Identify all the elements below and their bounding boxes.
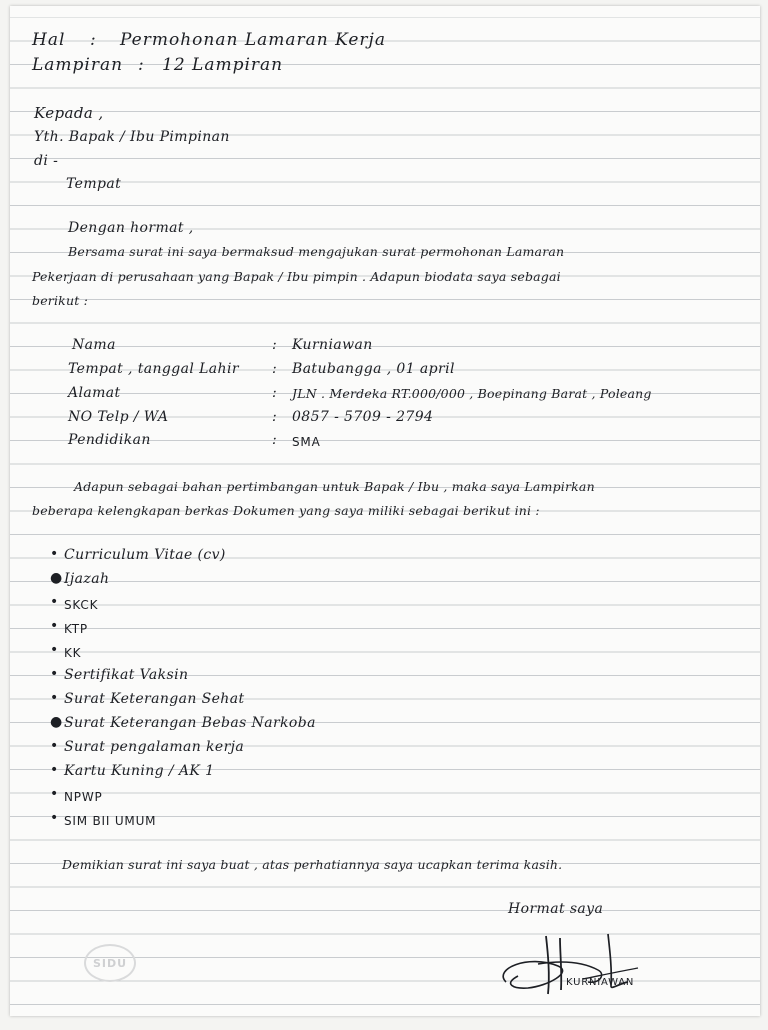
hal-label: Hal bbox=[32, 30, 66, 50]
lined-paper bbox=[10, 6, 760, 1016]
bullet-icon: • bbox=[50, 762, 59, 778]
signer-name: KURNIAWAN bbox=[566, 977, 635, 988]
bullet-icon: ● bbox=[50, 570, 63, 586]
regards: Hormat saya bbox=[508, 901, 604, 917]
lampiran-label: Lampiran bbox=[32, 55, 124, 75]
biodata-label: Alamat bbox=[68, 385, 121, 401]
biodata-label: Pendidikan bbox=[68, 432, 151, 448]
greeting: Dengan hormat , bbox=[68, 220, 194, 236]
bullet-icon: • bbox=[50, 666, 59, 682]
recipient-line-1: Kepada , bbox=[34, 104, 104, 122]
signature bbox=[488, 924, 658, 1006]
recipient-line-4: Tempat bbox=[66, 176, 122, 192]
attachment-item: KK bbox=[64, 646, 82, 660]
bullet-icon: • bbox=[50, 546, 59, 562]
opening-line-2: Pekerjaan di perusahaan yang Bapak / Ibu pimpin . Adapun biodata saya sebagai bbox=[32, 269, 561, 284]
opening-line-3: berikut : bbox=[32, 293, 89, 308]
biodata-colon: : bbox=[272, 361, 278, 377]
biodata-colon: : bbox=[272, 432, 278, 448]
hal-colon: : bbox=[90, 30, 97, 50]
attachment-item: NPWP bbox=[64, 790, 103, 804]
bullet-icon: • bbox=[50, 594, 59, 610]
attachment-item: Sertifikat Vaksin bbox=[64, 667, 189, 683]
bullet-icon: • bbox=[50, 618, 59, 634]
sidu-logo bbox=[84, 944, 136, 982]
bullet-icon: ● bbox=[50, 714, 63, 730]
biodata-label: Tempat , tanggal Lahir bbox=[68, 361, 239, 377]
attachment-item: Surat Keterangan Bebas Narkoba bbox=[64, 715, 316, 731]
attachment-item: Ijazah bbox=[64, 571, 110, 587]
bullet-icon: • bbox=[50, 690, 59, 706]
opening-line-1: Bersama surat ini saya bermaksud mengajukan surat permohonan Lamaran bbox=[68, 244, 565, 259]
closing-line: Demikian surat ini saya buat , atas perhatiannya saya ucapkan terima kasih. bbox=[62, 857, 563, 872]
biodata-value: JLN . Merdeka RT.000/000 , Boepinang Barat , Poleang bbox=[292, 386, 652, 401]
biodata-colon: : bbox=[272, 337, 278, 353]
lampiran-colon: : bbox=[138, 55, 145, 75]
attachment-intro-line-2: beberapa kelengkapan berkas Dokumen yang saya miliki sebagai berikut ini : bbox=[32, 503, 540, 518]
attachment-item: Curriculum Vitae (cv) bbox=[64, 547, 226, 563]
hal-value: Permohonan Lamaran Kerja bbox=[120, 30, 386, 50]
biodata-label: Nama bbox=[72, 337, 116, 353]
attachment-item: Surat Keterangan Sehat bbox=[64, 691, 245, 707]
recipient-line-3: di - bbox=[34, 153, 59, 169]
biodata-value: SMA bbox=[292, 435, 321, 449]
biodata-value: 0857 - 5709 - 2794 bbox=[292, 409, 434, 425]
biodata-colon: : bbox=[272, 385, 278, 401]
lampiran-value: 12 Lampiran bbox=[162, 55, 284, 75]
bullet-icon: • bbox=[50, 786, 59, 802]
biodata-value: Batubangga , 01 april bbox=[292, 361, 455, 377]
attachment-item: KTP bbox=[64, 622, 88, 636]
attachment-item: Kartu Kuning / AK 1 bbox=[64, 763, 215, 779]
logo-text: SIDU bbox=[92, 956, 128, 970]
bullet-icon: • bbox=[50, 810, 59, 826]
bullet-icon: • bbox=[50, 642, 59, 658]
biodata-value: Kurniawan bbox=[292, 337, 373, 353]
attachment-item: SIM BII UMUM bbox=[64, 814, 157, 828]
attachment-item: Surat pengalaman kerja bbox=[64, 739, 245, 755]
biodata-colon: : bbox=[272, 409, 278, 425]
biodata-label: NO Telp / WA bbox=[68, 409, 169, 425]
attachment-item: SKCK bbox=[64, 598, 99, 612]
recipient-line-2: Yth. Bapak / Ibu Pimpinan bbox=[34, 129, 230, 145]
bullet-icon: • bbox=[50, 738, 59, 754]
attachment-intro-line-1: Adapun sebagai bahan pertimbangan untuk Bapak / Ibu , maka saya Lampirkan bbox=[74, 479, 595, 494]
